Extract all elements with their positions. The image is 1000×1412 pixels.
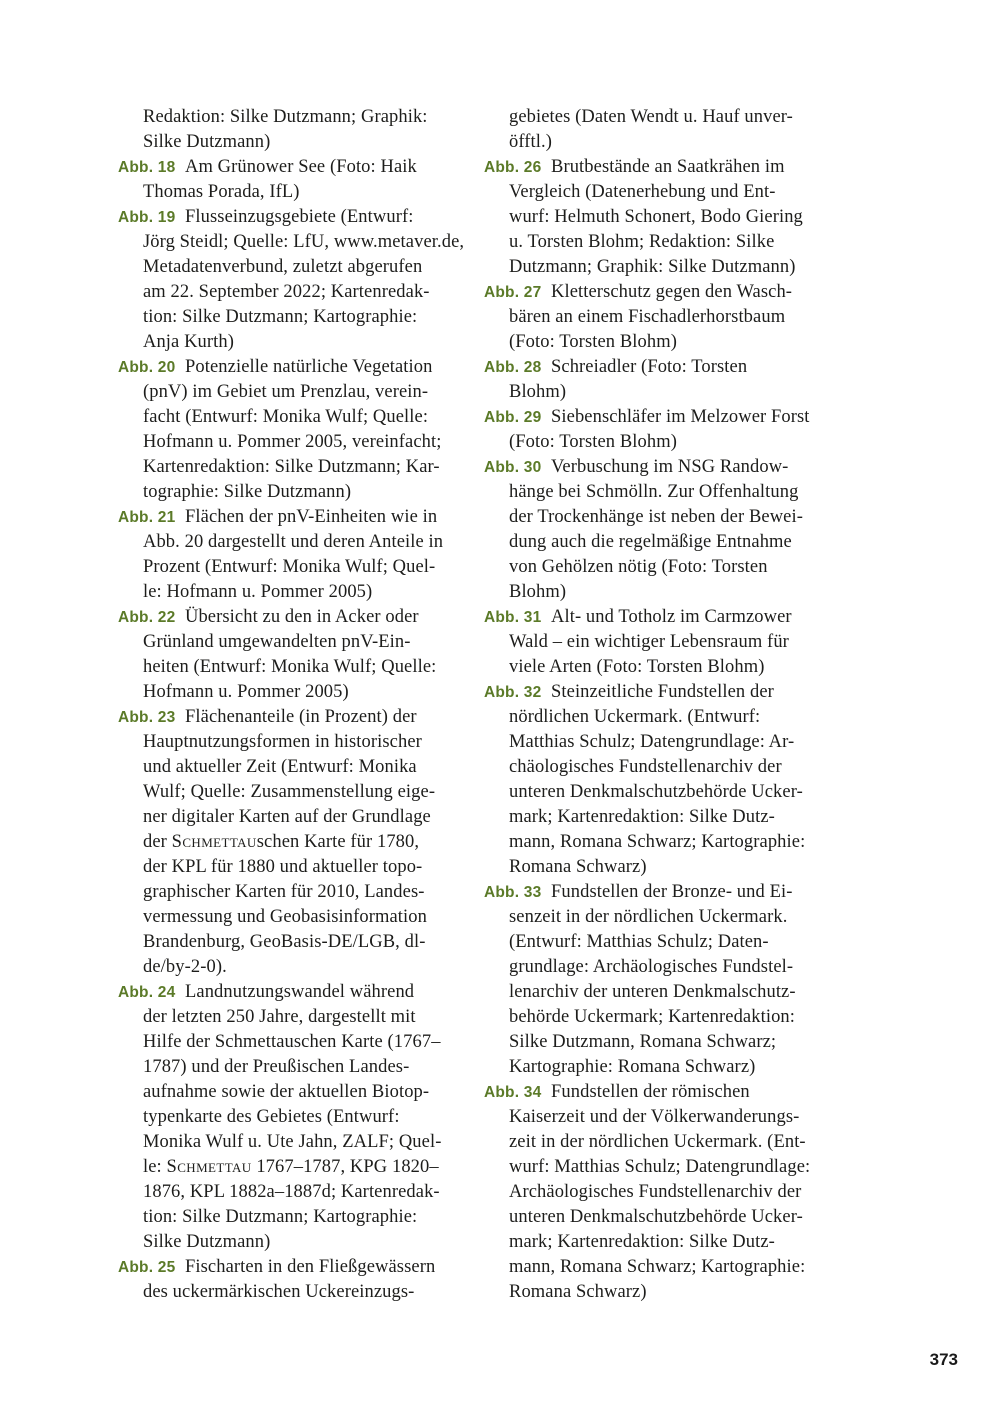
figure-entry [484,455,850,605]
figure-label: Abb. 32 [484,684,542,701]
figure-line: aufnahme sowie der aktuellen Biotop- [143,1082,430,1102]
figure-line: zeit in der nördlichen Uckermark. (Ent- [509,1132,806,1152]
figure-line: Brandenburg, GeoBasis-DE/LGB, dl- [143,932,426,952]
figure-label: Abb. 33 [484,884,542,901]
figure-line: typenkarte des Gebietes (Entwurf: [143,1107,400,1127]
figure-line: des uckermärkischen Uckereinzugs- [143,1282,415,1302]
figure-line: dung auch die regelmäßige Entnahme [509,532,792,552]
figure-line: le: Hofmann u. Pommer 2005) [143,582,373,602]
figure-line: gebietes (Daten Wendt u. Hauf unver- [509,107,793,127]
figure-line: unteren Denkmalschutzbehörde Ucker- [509,782,803,802]
figure-line: Kartographie: Romana Schwarz) [509,1057,756,1077]
figure-line: Hofmann u. Pommer 2005) [143,682,349,702]
figure-line: Abb. 21 Flächen der pnV-Einheiten wie in [118,505,484,530]
figure-line: Abb. 25 Fischarten in den Fließgewässern [118,1255,484,1280]
figure-line: heiten (Entwurf: Monika Wulf; Quelle: [143,657,437,677]
figure-line: (Foto: Torsten Blohm) [509,432,677,452]
small-caps-text: Schmettau [171,832,257,852]
figure-line: Abb. 20 Potenzielle natürliche Vegetation [118,355,484,380]
figure-label: Abb. 34 [484,1084,542,1101]
figure-line: Monika Wulf u. Ute Jahn, ZALF; Quel- [143,1132,442,1152]
figure-label: Abb. 28 [484,359,542,376]
figure-list-right-column [484,105,850,1305]
figure-entry [118,1255,484,1305]
figure-line: Anja Kurth) [143,332,235,352]
figure-line: von Gehölzen nötig (Foto: Torsten [509,557,768,577]
figure-entry [118,705,484,980]
figure-line: Kartenredaktion: Silke Dutzmann; Kar- [143,457,440,477]
figure-line: Silke Dutzmann, Romana Schwarz; [509,1032,777,1052]
figure-label: Abb. 25 [118,1259,176,1276]
figure-line: Abb. 27 Kletterschutz gegen den Wasch- [484,280,850,305]
figure-line: Abb. 22 Übersicht zu den in Acker oder [118,605,484,630]
figure-label: Abb. 24 [118,984,176,1001]
figure-line: und aktueller Zeit (Entwurf: Monika [143,757,417,777]
figure-line: Silke Dutzmann) [143,1232,271,1252]
figure-line: Vergleich (Datenerhebung und Ent- [509,182,776,202]
figure-line: (pnV) im Gebiet um Prenzlau, verein- [143,382,429,402]
figure-line: Kaiserzeit und der Völkerwanderungs- [509,1107,800,1127]
figure-line: Abb. 24 Landnutzungswandel während [118,980,484,1005]
figure-line: Blohm) [509,382,567,402]
figure-line: Redaktion: Silke Dutzmann; Graphik: [143,107,428,127]
figure-line: hänge bei Schmölln. Zur Offenhaltung [509,482,799,502]
figure-label: Abb. 23 [118,709,176,726]
figure-line: Thomas Porada, IfL) [143,182,300,202]
page-number: 373 [929,1350,958,1369]
figure-line: am 22. September 2022; Kartenredak- [143,282,430,302]
figure-line: u. Torsten Blohm; Redaktion: Silke [509,232,775,252]
figure-line: der letzten 250 Jahre, dargestellt mit [143,1007,416,1027]
figure-line: Prozent (Entwurf: Monika Wulf; Quel- [143,557,436,577]
figure-list-left-column [118,105,484,1305]
figure-line: der KPL für 1880 und aktueller topo- [143,857,423,877]
figure-line: tion: Silke Dutzmann; Kartographie: [143,1207,418,1227]
figure-line: le: Schmettau 1767–1787, KPG 1820– [143,1157,439,1177]
figure-line: mark; Kartenredaktion: Silke Dutz- [509,807,775,827]
figure-entry [484,1080,850,1305]
figure-line: Abb. 18 Am Grünower See (Foto: Haik [118,155,484,180]
figure-label: Abb. 29 [484,409,542,426]
figure-line: chäologisches Fundstellenarchiv der [509,757,782,777]
figure-line: Hauptnutzungsformen in historischer [143,732,422,752]
figure-line: Silke Dutzmann) [143,132,271,152]
figure-line: de/by-2-0). [143,957,227,977]
small-caps-text: Schmettau [166,1157,252,1177]
figure-line: vermessung und Geobasisinformation [143,907,427,927]
figure-line: Abb. 32 Steinzeitliche Fundstellen der [484,680,850,705]
figure-line: mann, Romana Schwarz; Kartographie: [509,1257,806,1277]
figure-entry [484,280,850,355]
figure-entry [118,205,484,355]
figure-entry [118,155,484,205]
figure-line: Dutzmann; Graphik: Silke Dutzmann) [509,257,796,277]
figure-line: Abb. 31 Alt- und Totholz im Carmzower [484,605,850,630]
figure-label: Abb. 30 [484,459,542,476]
figure-line: Abb. 20 dargestellt und deren Anteile in [143,532,444,552]
figure-entry [484,105,850,155]
figure-line: Romana Schwarz) [509,857,647,877]
figure-line: tographie: Silke Dutzmann) [143,482,352,502]
figure-line: Romana Schwarz) [509,1282,647,1302]
figure-line: Metadatenverbund, zuletzt abgerufen [143,257,423,277]
figure-entry [118,505,484,605]
figure-line: Abb. 34 Fundstellen der römischen [484,1080,850,1105]
figure-entry [118,980,484,1255]
figure-line: wurf: Matthias Schulz; Datengrundlage: [509,1157,811,1177]
figure-line: mark; Kartenredaktion: Silke Dutz- [509,1232,775,1252]
figure-label: Abb. 20 [118,359,176,376]
figure-line: Blohm) [509,582,567,602]
figure-label: Abb. 21 [118,509,176,526]
figure-line: lenarchiv der unteren Denkmalschutz- [509,982,796,1002]
figure-line: wurf: Helmuth Schonert, Bodo Giering [509,207,803,227]
figure-line: (Foto: Torsten Blohm) [509,332,677,352]
figure-label: Abb. 26 [484,159,542,176]
figure-line: Matthias Schulz; Datengrundlage: Ar- [509,732,795,752]
figure-line: (Entwurf: Matthias Schulz; Daten- [509,932,769,952]
figure-line: grundlage: Archäologisches Fundstel- [509,957,794,977]
figure-line: tion: Silke Dutzmann; Kartographie: [143,307,418,327]
figure-line: Archäologisches Fundstellenarchiv der [509,1182,802,1202]
figure-entry [118,355,484,505]
figure-entry [484,880,850,1080]
figure-label: Abb. 18 [118,159,176,176]
figure-line: Abb. 30 Verbuschung im NSG Randow- [484,455,850,480]
figure-line: öfftl.) [509,132,553,152]
figure-line: Hilfe der Schmettauschen Karte (1767– [143,1032,441,1052]
figure-line: Abb. 23 Flächenanteile (in Prozent) der [118,705,484,730]
figure-line: Abb. 28 Schreiadler (Foto: Torsten [484,355,850,380]
figure-line: bären an einem Fischadlerhorstbaum [509,307,786,327]
figure-line: Abb. 26 Brutbestände an Saatkrähen im [484,155,850,180]
figure-entry [484,405,850,455]
figure-entry [484,355,850,405]
figure-entry [484,605,850,680]
figure-entry [484,680,850,880]
figure-line: mann, Romana Schwarz; Kartographie: [509,832,806,852]
figure-line: graphischer Karten für 2010, Landes- [143,882,425,902]
figure-line: nördlichen Uckermark. (Entwurf: [509,707,761,727]
figure-line: Hofmann u. Pommer 2005, vereinfacht; [143,432,442,452]
figure-line: 1787) und der Preußischen Landes- [143,1057,410,1077]
figure-label: Abb. 31 [484,609,542,626]
figure-label: Abb. 19 [118,209,176,226]
figure-line: senzeit in der nördlichen Uckermark. [509,907,788,927]
figure-line: ner digitaler Karten auf der Grundlage [143,807,431,827]
figure-line: Abb. 29 Siebenschläfer im Melzower Forst [484,405,850,430]
figure-line: Abb. 33 Fundstellen der Bronze- und Ei- [484,880,850,905]
figure-line: der Schmettauschen Karte für 1780, [143,832,420,852]
figure-line: Grünland umgewandelten pnV-Ein- [143,632,411,652]
figure-line: Jörg Steidl; Quelle: LfU, www.metaver.de, [143,232,465,252]
figure-entry [118,605,484,705]
figure-label: Abb. 22 [118,609,176,626]
figure-line: Wulf; Quelle: Zusammenstellung eige- [143,782,436,802]
figure-line: behörde Uckermark; Kartenredaktion: [509,1007,796,1027]
figure-line: Abb. 19 Flusseinzugsgebiete (Entwurf: [118,205,484,230]
figure-line: der Trockenhänge ist neben der Bewei- [509,507,803,527]
figure-line: Wald – ein wichtiger Lebensraum für [509,632,789,652]
figure-line: viele Arten (Foto: Torsten Blohm) [509,657,765,677]
figure-line: facht (Entwurf: Monika Wulf; Quelle: [143,407,429,427]
figure-entry [484,155,850,280]
figure-line: 1876, KPL 1882a–1887d; Kartenredak- [143,1182,440,1202]
figure-line: unteren Denkmalschutzbehörde Ucker- [509,1207,803,1227]
figure-entry [118,105,484,155]
figure-label: Abb. 27 [484,284,542,301]
